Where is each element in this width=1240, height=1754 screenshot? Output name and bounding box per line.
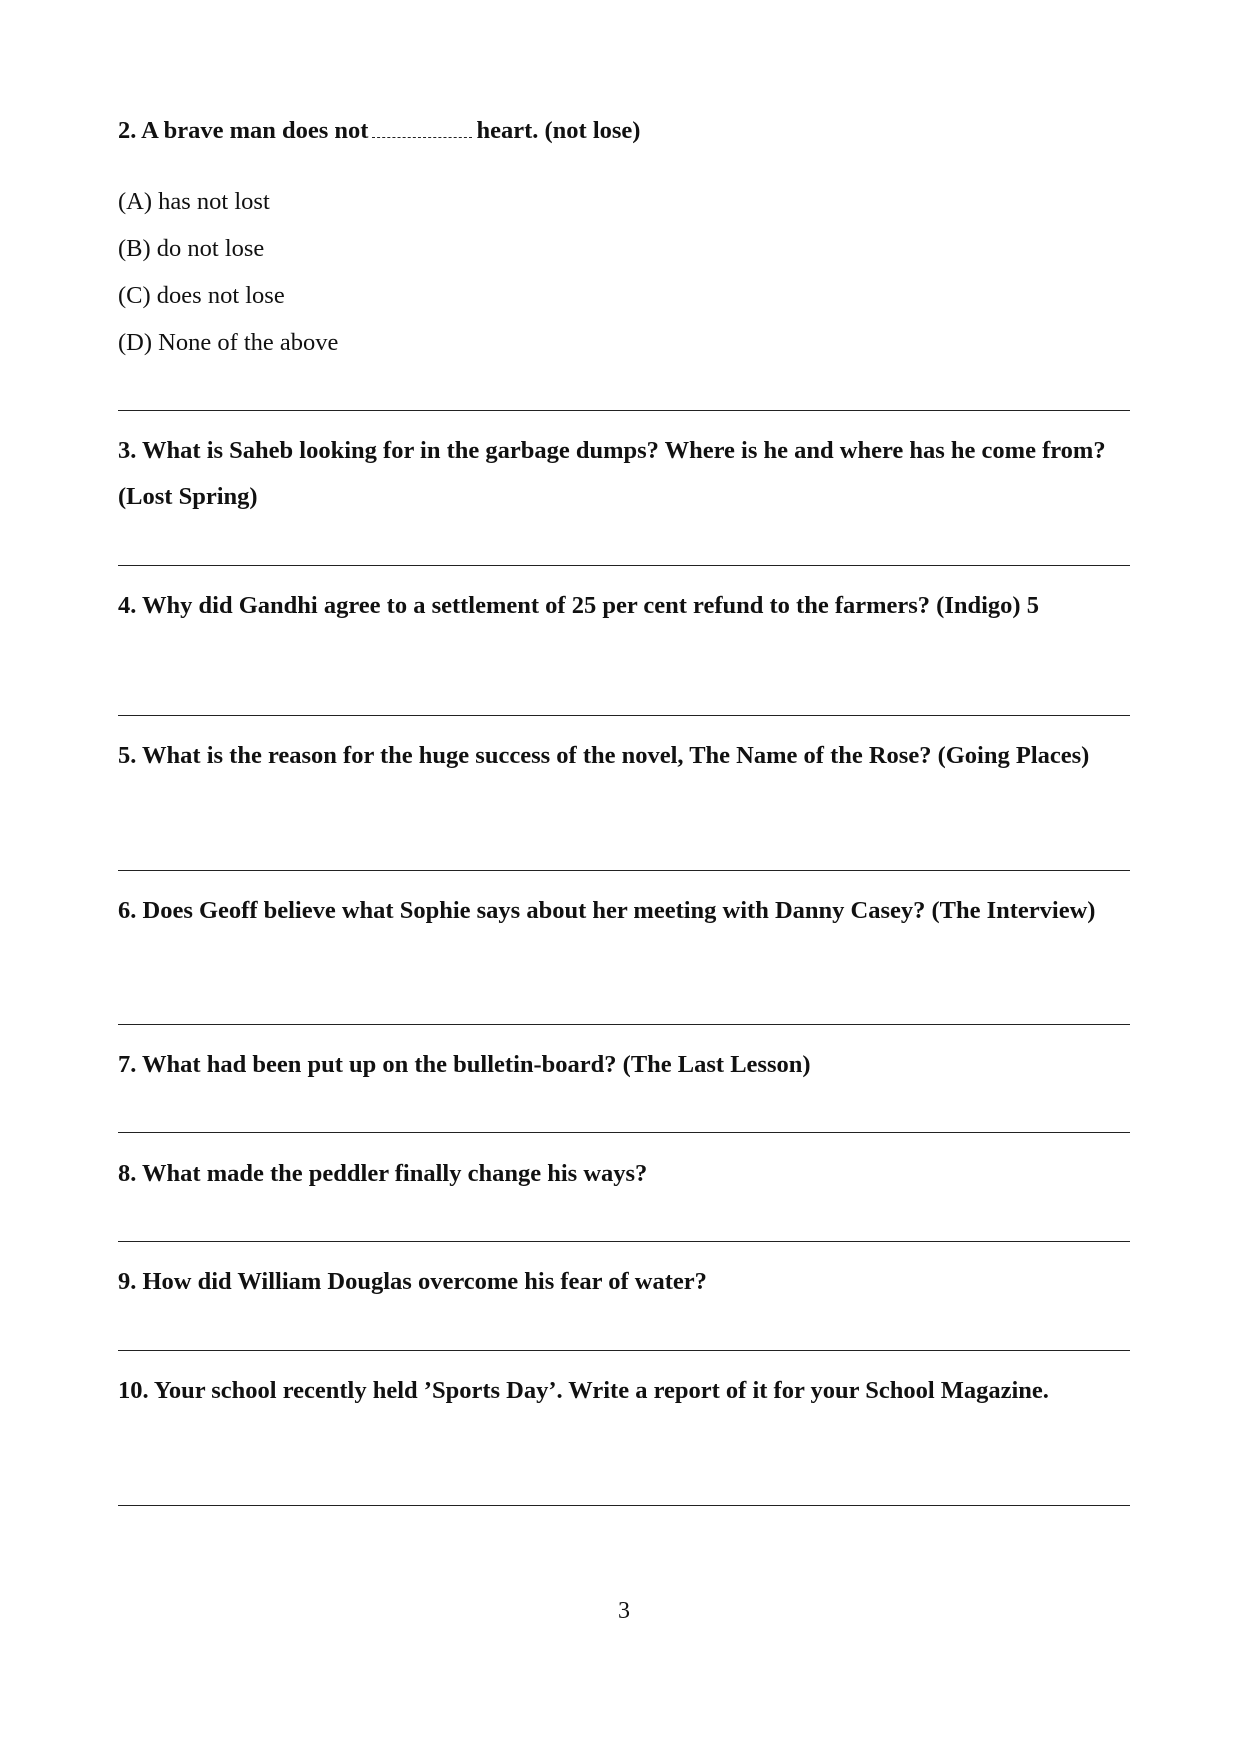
- divider: [118, 1024, 1130, 1025]
- question-2-text-after: heart. (not lose): [476, 117, 641, 144]
- question-9: 9. How did William Douglas overcome his fear of water?: [118, 1268, 707, 1295]
- question-10: 10. Your school recently held ’Sports Day’. Write a report of it for your School Magazine.: [118, 1377, 1049, 1404]
- option-c: (C) does not lose: [118, 282, 285, 309]
- fill-in-blank: [372, 123, 472, 138]
- question-3: 3. What is Saheb looking for in the garbage dumps? Where is he and where has he come from? (Lost Spring): [118, 437, 1106, 510]
- divider: [118, 1350, 1130, 1351]
- option-b: (B) do not lose: [118, 235, 265, 262]
- question-6: 6. Does Geoff believe what Sophie says about her meeting with Danny Casey? (The Interview): [118, 897, 1096, 924]
- question-4: 4. Why did Gandhi agree to a settlement of 25 per cent refund to the farmers? (Indigo) 5: [118, 592, 1039, 619]
- question-8: 8. What made the peddler finally change his ways?: [118, 1160, 648, 1187]
- question-2: [118, 108, 1130, 154]
- exam-page: [118, 0, 1130, 1754]
- divider: [118, 715, 1130, 716]
- divider: [118, 1241, 1130, 1242]
- divider: [118, 565, 1130, 566]
- divider: [118, 410, 1130, 411]
- question-2-text-before: 2. A brave man does not: [118, 117, 369, 144]
- option-d: (D) None of the above: [118, 329, 339, 356]
- divider: [118, 1132, 1130, 1133]
- divider: [118, 1505, 1130, 1506]
- divider: [118, 870, 1130, 871]
- question-7: 7. What had been put up on the bulletin-board? (The Last Lesson): [118, 1051, 811, 1078]
- option-a: (A) has not lost: [118, 188, 270, 215]
- page-number: 3: [618, 1598, 630, 1624]
- question-5: 5. What is the reason for the huge success of the novel, The Name of the Rose? (Going Places): [118, 742, 1090, 769]
